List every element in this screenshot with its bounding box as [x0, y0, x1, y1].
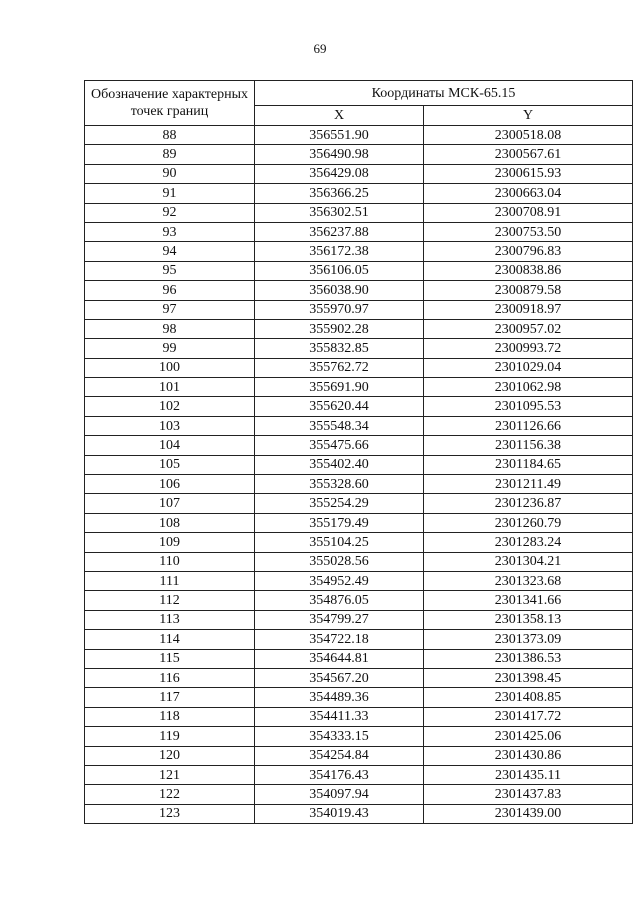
x-coordinate-cell: 355254.29: [255, 494, 424, 513]
table-row: [85, 688, 633, 707]
point-number-cell: 121: [85, 765, 255, 784]
point-number-cell: 101: [85, 378, 255, 397]
x-coordinate-cell: 354952.49: [255, 571, 424, 590]
point-number-cell: 118: [85, 707, 255, 726]
y-coordinate-cell: 2300663.04: [424, 184, 633, 203]
point-number-cell: 114: [85, 630, 255, 649]
point-number-cell: 89: [85, 145, 255, 164]
x-coordinate-cell: 354019.43: [255, 804, 424, 823]
x-coordinate-cell: 354876.05: [255, 591, 424, 610]
table-row: [85, 436, 633, 455]
y-coordinate-cell: 2300518.08: [424, 126, 633, 145]
y-coordinate-cell: 2301095.53: [424, 397, 633, 416]
point-label-header: Обозначение характерных точек границ: [85, 81, 255, 126]
point-number-cell: 90: [85, 164, 255, 183]
x-coordinate-cell: 354097.94: [255, 785, 424, 804]
x-coordinate-cell: 355970.97: [255, 300, 424, 319]
table-row: [85, 765, 633, 784]
table-row: [85, 358, 633, 377]
y-coordinate-cell: 2300957.02: [424, 319, 633, 338]
point-number-cell: 113: [85, 610, 255, 629]
x-coordinate-cell: 356302.51: [255, 203, 424, 222]
y-coordinate-cell: 2300567.61: [424, 145, 633, 164]
y-coordinate-cell: 2301283.24: [424, 533, 633, 552]
table-row: [85, 126, 633, 145]
header-row-top: [85, 81, 633, 106]
point-number-cell: 97: [85, 300, 255, 319]
table-row: [85, 416, 633, 435]
y-coordinate-cell: 2301358.13: [424, 610, 633, 629]
y-coordinate-cell: 2301435.11: [424, 765, 633, 784]
table-row: [85, 281, 633, 300]
x-coordinate-cell: 355548.34: [255, 416, 424, 435]
point-number-cell: 111: [85, 571, 255, 590]
y-coordinate-cell: 2300753.50: [424, 222, 633, 241]
y-coordinate-cell: 2300615.93: [424, 164, 633, 183]
x-coordinate-cell: 356106.05: [255, 261, 424, 280]
point-number-cell: 116: [85, 668, 255, 687]
point-number-cell: 102: [85, 397, 255, 416]
point-number-cell: 115: [85, 649, 255, 668]
x-coordinate-cell: 356490.98: [255, 145, 424, 164]
point-number-cell: 88: [85, 126, 255, 145]
x-coordinate-cell: 355028.56: [255, 552, 424, 571]
y-coordinate-cell: 2301156.38: [424, 436, 633, 455]
table-row: [85, 513, 633, 532]
table-row: [85, 533, 633, 552]
y-coordinate-cell: 2301425.06: [424, 727, 633, 746]
table-row: [85, 494, 633, 513]
point-number-cell: 119: [85, 727, 255, 746]
point-number-cell: 107: [85, 494, 255, 513]
y-coordinate-cell: 2301126.66: [424, 416, 633, 435]
point-number-cell: 108: [85, 513, 255, 532]
table-row: [85, 339, 633, 358]
x-coordinate-cell: 355475.66: [255, 436, 424, 455]
y-coordinate-cell: 2301373.09: [424, 630, 633, 649]
y-coordinate-cell: 2301417.72: [424, 707, 633, 726]
y-coordinate-cell: 2301260.79: [424, 513, 633, 532]
y-column-header: Y: [424, 106, 633, 126]
x-coordinate-cell: 356551.90: [255, 126, 424, 145]
point-number-cell: 94: [85, 242, 255, 261]
x-coordinate-cell: 355902.28: [255, 319, 424, 338]
x-coordinate-cell: 355620.44: [255, 397, 424, 416]
table-row: [85, 319, 633, 338]
x-coordinate-cell: 354254.84: [255, 746, 424, 765]
table-row: [85, 378, 633, 397]
x-coordinate-cell: 354176.43: [255, 765, 424, 784]
y-coordinate-cell: 2301398.45: [424, 668, 633, 687]
table-row: [85, 242, 633, 261]
y-coordinate-cell: 2300879.58: [424, 281, 633, 300]
point-number-cell: 99: [85, 339, 255, 358]
table-row: [85, 746, 633, 765]
x-coordinate-cell: 355179.49: [255, 513, 424, 532]
point-number-cell: 123: [85, 804, 255, 823]
x-coordinate-cell: 354799.27: [255, 610, 424, 629]
table-header: [85, 81, 633, 126]
table-row: [85, 552, 633, 571]
x-coordinate-cell: 354722.18: [255, 630, 424, 649]
point-number-cell: 104: [85, 436, 255, 455]
y-coordinate-cell: 2300918.97: [424, 300, 633, 319]
table-row: [85, 203, 633, 222]
y-coordinate-cell: 2300708.91: [424, 203, 633, 222]
table-body: [85, 126, 633, 824]
point-number-cell: 106: [85, 475, 255, 494]
x-coordinate-cell: 355762.72: [255, 358, 424, 377]
x-coordinate-cell: 355328.60: [255, 475, 424, 494]
table-row: [85, 707, 633, 726]
x-coordinate-cell: 354411.33: [255, 707, 424, 726]
table-row: [85, 261, 633, 280]
x-coordinate-cell: 354333.15: [255, 727, 424, 746]
point-number-cell: 109: [85, 533, 255, 552]
x-coordinate-cell: 356429.08: [255, 164, 424, 183]
point-number-cell: 122: [85, 785, 255, 804]
y-coordinate-cell: 2301323.68: [424, 571, 633, 590]
table-row: [85, 475, 633, 494]
table-row: [85, 649, 633, 668]
table-row: [85, 804, 633, 823]
y-coordinate-cell: 2301341.66: [424, 591, 633, 610]
y-coordinate-cell: 2301029.04: [424, 358, 633, 377]
point-number-cell: 96: [85, 281, 255, 300]
point-number-cell: 92: [85, 203, 255, 222]
point-number-cell: 103: [85, 416, 255, 435]
y-coordinate-cell: 2301211.49: [424, 475, 633, 494]
point-number-cell: 112: [85, 591, 255, 610]
y-coordinate-cell: 2301304.21: [424, 552, 633, 571]
point-number-cell: 105: [85, 455, 255, 474]
x-coordinate-cell: 355104.25: [255, 533, 424, 552]
x-coordinate-cell: 354644.81: [255, 649, 424, 668]
point-number-cell: 95: [85, 261, 255, 280]
coordinate-system-header: Координаты МСК-65.15: [255, 81, 633, 106]
table-row: [85, 300, 633, 319]
point-number-cell: 100: [85, 358, 255, 377]
y-coordinate-cell: 2301430.86: [424, 746, 633, 765]
y-coordinate-cell: 2301408.85: [424, 688, 633, 707]
point-number-cell: 98: [85, 319, 255, 338]
table-row: [85, 668, 633, 687]
table-row: [85, 571, 633, 590]
table-row: [85, 184, 633, 203]
table-row: [85, 591, 633, 610]
table-row: [85, 222, 633, 241]
x-coordinate-cell: 355832.85: [255, 339, 424, 358]
point-number-cell: 120: [85, 746, 255, 765]
table-row: [85, 397, 633, 416]
point-number-cell: 117: [85, 688, 255, 707]
y-coordinate-cell: 2300838.86: [424, 261, 633, 280]
y-coordinate-cell: 2300993.72: [424, 339, 633, 358]
x-column-header: X: [255, 106, 424, 126]
y-coordinate-cell: 2301236.87: [424, 494, 633, 513]
coordinates-table: [84, 80, 633, 824]
x-coordinate-cell: 355402.40: [255, 455, 424, 474]
table-row: [85, 630, 633, 649]
x-coordinate-cell: 356366.25: [255, 184, 424, 203]
table-row: [85, 727, 633, 746]
y-coordinate-cell: 2301439.00: [424, 804, 633, 823]
x-coordinate-cell: 356237.88: [255, 222, 424, 241]
x-coordinate-cell: 354567.20: [255, 668, 424, 687]
y-coordinate-cell: 2301386.53: [424, 649, 633, 668]
x-coordinate-cell: 356038.90: [255, 281, 424, 300]
table-row: [85, 164, 633, 183]
x-coordinate-cell: 355691.90: [255, 378, 424, 397]
page-number: 69: [313, 41, 327, 56]
y-coordinate-cell: 2300796.83: [424, 242, 633, 261]
y-coordinate-cell: 2301184.65: [424, 455, 633, 474]
y-coordinate-cell: 2301062.98: [424, 378, 633, 397]
table-row: [85, 455, 633, 474]
point-number-cell: 93: [85, 222, 255, 241]
point-number-cell: 91: [85, 184, 255, 203]
point-number-cell: 110: [85, 552, 255, 571]
table-row: [85, 785, 633, 804]
x-coordinate-cell: 356172.38: [255, 242, 424, 261]
table-row: [85, 610, 633, 629]
y-coordinate-cell: 2301437.83: [424, 785, 633, 804]
x-coordinate-cell: 354489.36: [255, 688, 424, 707]
table-row: [85, 145, 633, 164]
